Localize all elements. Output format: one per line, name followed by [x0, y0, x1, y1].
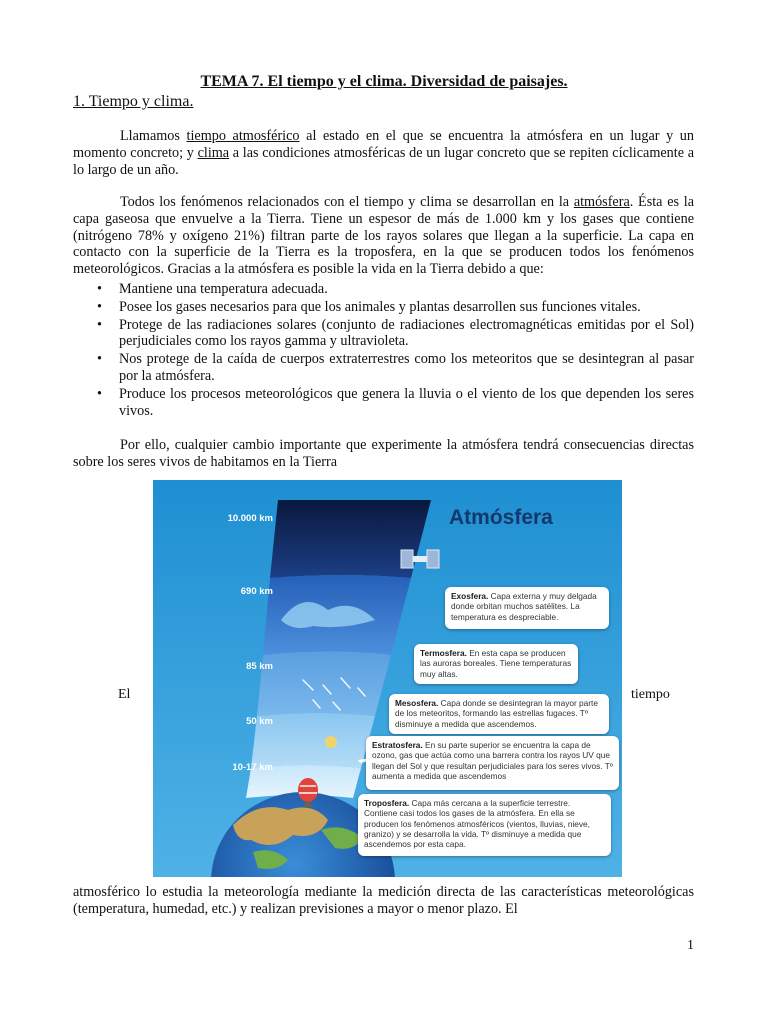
callout-heading: Troposfera. — [364, 798, 410, 808]
callout-troposfera — [358, 794, 611, 856]
list-item — [73, 386, 694, 420]
text-run: a las condiciones atmosféricas de un lugar concreto que se repiten cíclicamente a lo largo de un año. — [73, 144, 694, 178]
list-item-text: Protege de las radiaciones solares (conjunto de radiaciones electromagnéticas emitidas por el Sol) perjudiciales como los rayos gamma y ultravioleta. — [119, 316, 694, 350]
paragraph-definitions — [73, 128, 694, 178]
bullet-icon: • — [97, 298, 102, 315]
callout-text: Capa más cercana a la superficie terrestre. Contiene casi todos los gases de la atmósfera. En ella se producen los fenómenos atmosféricos (vientos, lluvias, nieve, granizo) y se desarrolla la vida. Tº disminuye a medida que ascendemos por esta capa. — [364, 798, 590, 850]
wrapped-word-right: tiempo — [631, 687, 670, 702]
bullet-icon: • — [97, 385, 102, 402]
callout-text: Capa donde se desintegran la mayor parte de los meteoritos, formando las estrellas fugaces. Tº disminuye a medida que ascendemos. — [395, 698, 598, 729]
term-atmosfera: atmósfera — [573, 194, 630, 210]
paragraph-consequences: Por ello, cualquier cambio importante que experimente la atmósfera tendrá consecuencias directas sobre los seres vivos de habitamos en la Tierra — [73, 437, 694, 470]
altitude-label: 85 km — [246, 661, 273, 672]
benefits-list — [73, 281, 694, 420]
document-title: TEMA 7. El tiempo y el clima. Diversidad de paisajes. — [200, 73, 568, 90]
list-item — [73, 281, 694, 298]
callout-exosfera — [445, 587, 609, 629]
callout-text: En esta capa se producen las auroras boreales. Tiene temperaturas muy altas. — [420, 648, 572, 679]
paragraph-meteorology: atmosférico lo estudia la meteorología mediante la medición directa de las características meteorológicas (temperatura, humedad, etc.) y realizan previsiones a mayor o menor plazo. El — [73, 884, 694, 917]
term-clima: clima — [197, 144, 230, 161]
callout-termosfera — [414, 644, 578, 684]
list-item-text: Produce los procesos meteorológicos que genera la lluvia o el viento de los que dependen los seres vivos. — [119, 385, 694, 419]
callout-heading: Estratosfera. — [372, 740, 423, 750]
callout-text: Capa externa y muy delgada donde orbitan muchos satélites. La temperatura es despreciable. — [451, 591, 597, 622]
figure-title: Atmósfera — [449, 506, 553, 529]
mesosphere-band — [257, 652, 391, 717]
list-item-text: Mantiene una temperatura adecuada. — [119, 281, 328, 297]
callout-text: En su parte superior se encuentra la capa de ozono, gas que actúa como una barrera contra los rayos UV que llegan del Sol y que resultan perjudiciales para los seres vivos. Tº aumenta a medida que ascendemos — [372, 740, 613, 781]
list-item-text: Posee los gases necesarios para que los animales y plantas desarrollen sus funciones vitales. — [119, 298, 641, 315]
altitude-label: 10-17 km — [232, 762, 273, 773]
list-item — [73, 299, 694, 316]
text-run: . Ésta es la capa gaseosa que envuelve a la Tierra. Tiene un espesor de más de 1.000 km y los gases que contiene (nitrógeno 78% y oxígeno 21%) filtran parte de los rayos solares que llegan a la superficie. La capa en contacto con la superficie de la Tierra es la troposfera, en la que se producen todos los fenómenos meteorológicos. Gracias a la atmósfera es posible la vida en la Tierra debido a que: — [73, 194, 695, 278]
callout-heading: Exosfera. — [451, 591, 489, 601]
callout-heading: Termosfera. — [420, 648, 467, 658]
bullet-icon: • — [97, 351, 102, 368]
altitude-label: 50 km — [246, 716, 273, 727]
callout-heading: Mesosfera. — [395, 698, 439, 708]
list-item-text: Nos protege de la caída de cuerpos extraterrestres como los meteoritos que se desintegran al pasar por la atmósfera. — [119, 351, 694, 384]
section-heading: 1. Tiempo y clima. — [73, 93, 194, 110]
text-run: Llamamos — [120, 128, 187, 144]
text-run: al estado en el que se encuentra la atmósfera en un lugar y un momento concreto; y — [73, 128, 694, 161]
wrapped-word-left: El — [118, 687, 131, 702]
paragraph-atmosphere — [73, 194, 694, 278]
text-run: Todos los fenómenos relacionados con el tiempo y clima se desarrollan en la — [120, 194, 574, 210]
page-number: 1 — [687, 938, 694, 953]
atmosphere-figure — [153, 480, 622, 877]
altitude-label: 690 km — [240, 586, 273, 597]
bullet-icon: • — [97, 316, 102, 333]
term-tiempo-atmosferico: tiempo atmosférico — [186, 128, 300, 144]
altitude-label: 10.000 km — [227, 513, 273, 524]
list-item — [73, 351, 694, 385]
list-item — [73, 317, 694, 351]
callout-mesosfera — [389, 694, 609, 734]
callout-estratosfera — [366, 736, 619, 790]
bullet-icon: • — [97, 281, 102, 297]
weather-balloon-icon — [325, 736, 337, 748]
